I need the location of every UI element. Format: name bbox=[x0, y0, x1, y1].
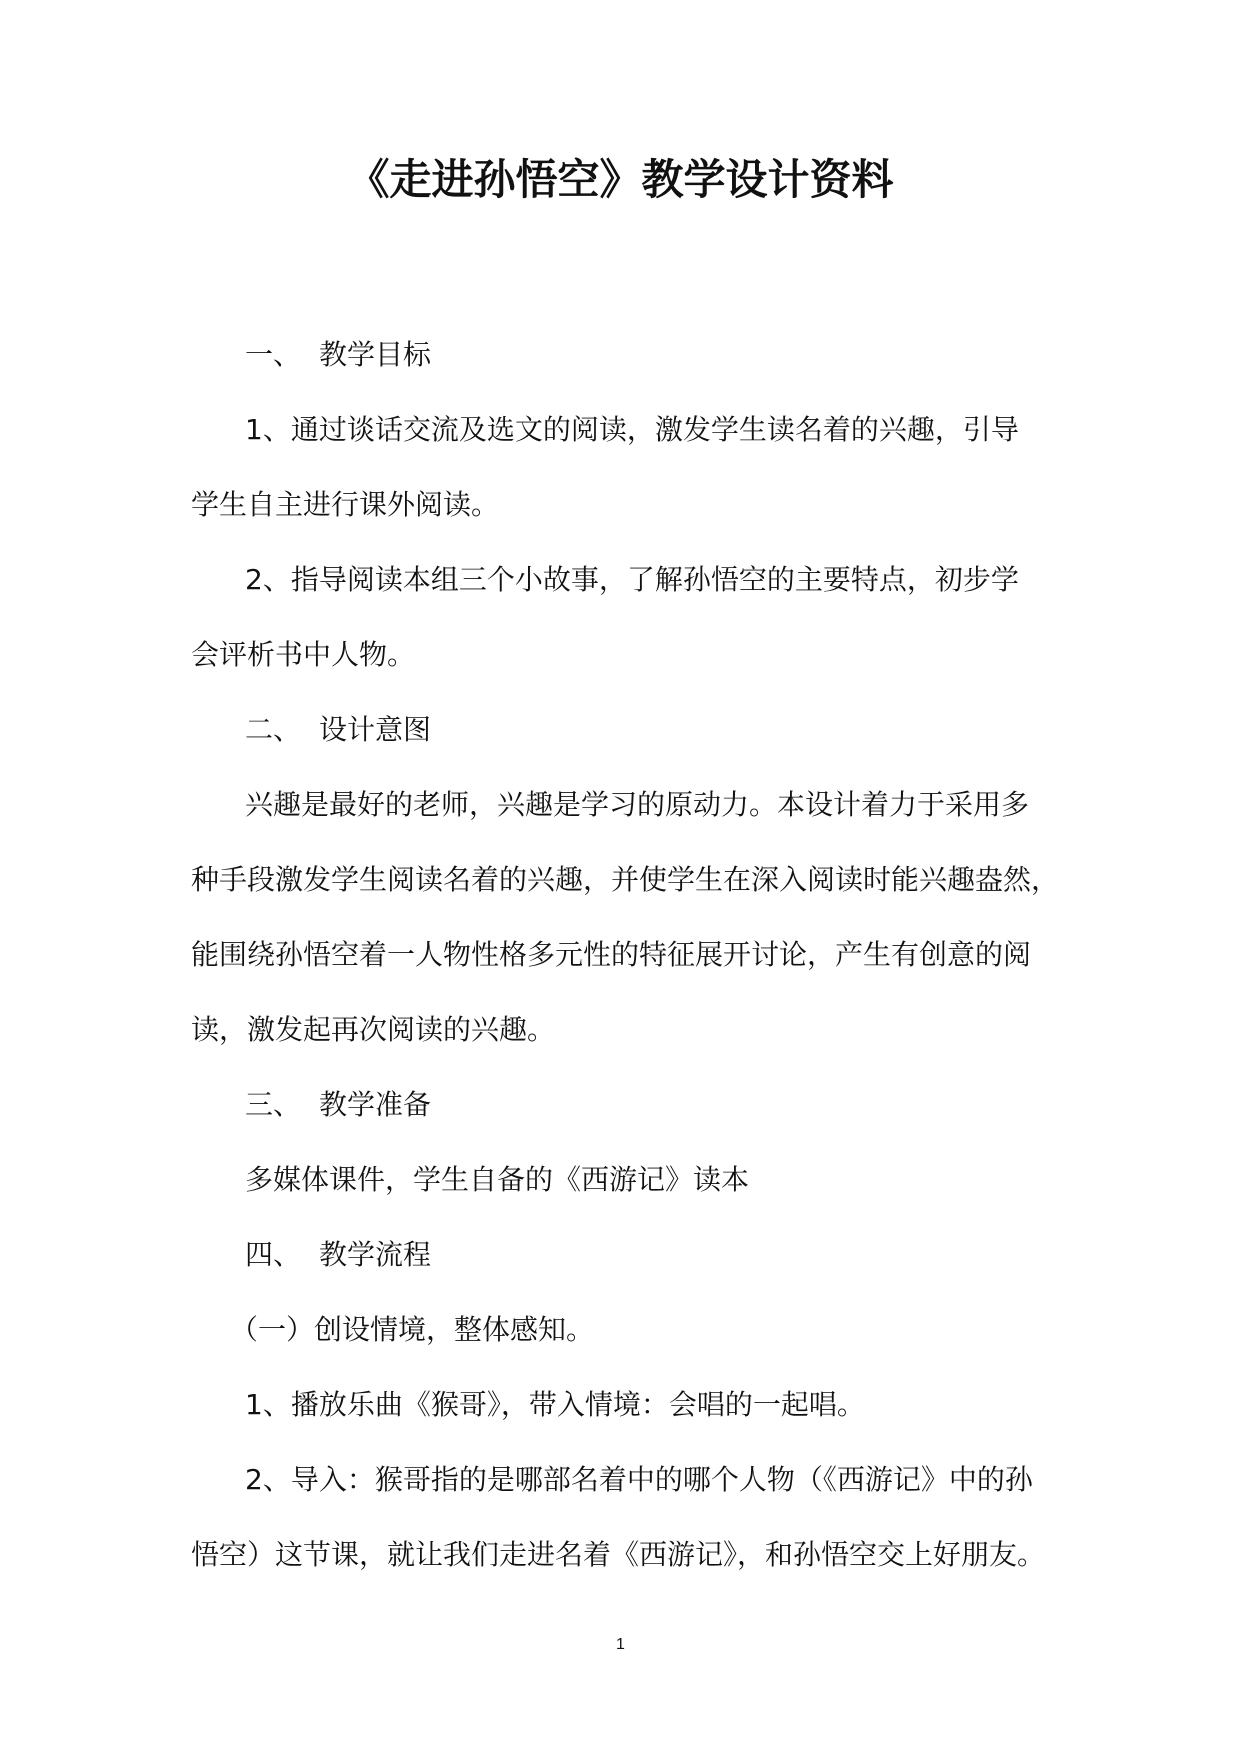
paragraph-line: 2、导入：猴哥指的是哪部名着中的哪个人物（《西游记》中的孙 bbox=[245, 1463, 1033, 1496]
paragraph-line: 种手段激发学生阅读名着的兴趣，并使学生在深入阅读时能兴趣盎然， bbox=[191, 863, 1060, 896]
page-number: 1 bbox=[616, 1636, 625, 1653]
paragraph-line: 多媒体课件，学生自备的《西游记》读本 bbox=[245, 1163, 750, 1196]
document-title: 《走进孙悟空》教学设计资料 bbox=[347, 155, 894, 204]
section-number: 三、 bbox=[245, 1088, 302, 1121]
section-title: 设计意图 bbox=[319, 713, 432, 746]
paragraph-line: 能围绕孙悟空着一人物性格多元性的特征展开讨论，产生有创意的阅 bbox=[191, 938, 1032, 971]
paragraph-line: 会评析书中人物。 bbox=[191, 638, 416, 671]
section-heading-1 bbox=[245, 335, 431, 375]
paragraph-line: 1、通过谈话交流及选文的阅读，激发学生读名着的兴趣，引导 bbox=[245, 413, 1019, 446]
paragraph-line: 学生自主进行课外阅读。 bbox=[191, 488, 500, 521]
paragraph-line: 悟空）这节课，就让我们走进名着《西游记》，和孙悟空交上好朋友。 bbox=[191, 1538, 1046, 1571]
section-title: 教学流程 bbox=[319, 1238, 432, 1271]
section-number: 一、 bbox=[245, 338, 302, 371]
section-title: 教学准备 bbox=[319, 1088, 432, 1121]
section-number: 四、 bbox=[245, 1238, 302, 1271]
section-title: 教学目标 bbox=[319, 338, 432, 371]
subheading-line: （一）创设情境，整体感知。 bbox=[230, 1313, 595, 1346]
paragraph-line: 兴趣是最好的老师，兴趣是学习的原动力。本设计着力于采用多 bbox=[245, 788, 1030, 821]
paragraph-line: 1、播放乐曲《猴哥》，带入情境：会唱的一起唱。 bbox=[245, 1388, 865, 1421]
section-heading-2 bbox=[245, 710, 431, 750]
section-number: 二、 bbox=[245, 713, 302, 746]
section-heading-4 bbox=[245, 1235, 431, 1275]
paragraph-line: 2、指导阅读本组三个小故事，了解孙悟空的主要特点，初步学 bbox=[245, 563, 1019, 596]
paragraph-line: 读，激发起再次阅读的兴趣。 bbox=[191, 1013, 556, 1046]
section-heading-3 bbox=[245, 1085, 431, 1125]
